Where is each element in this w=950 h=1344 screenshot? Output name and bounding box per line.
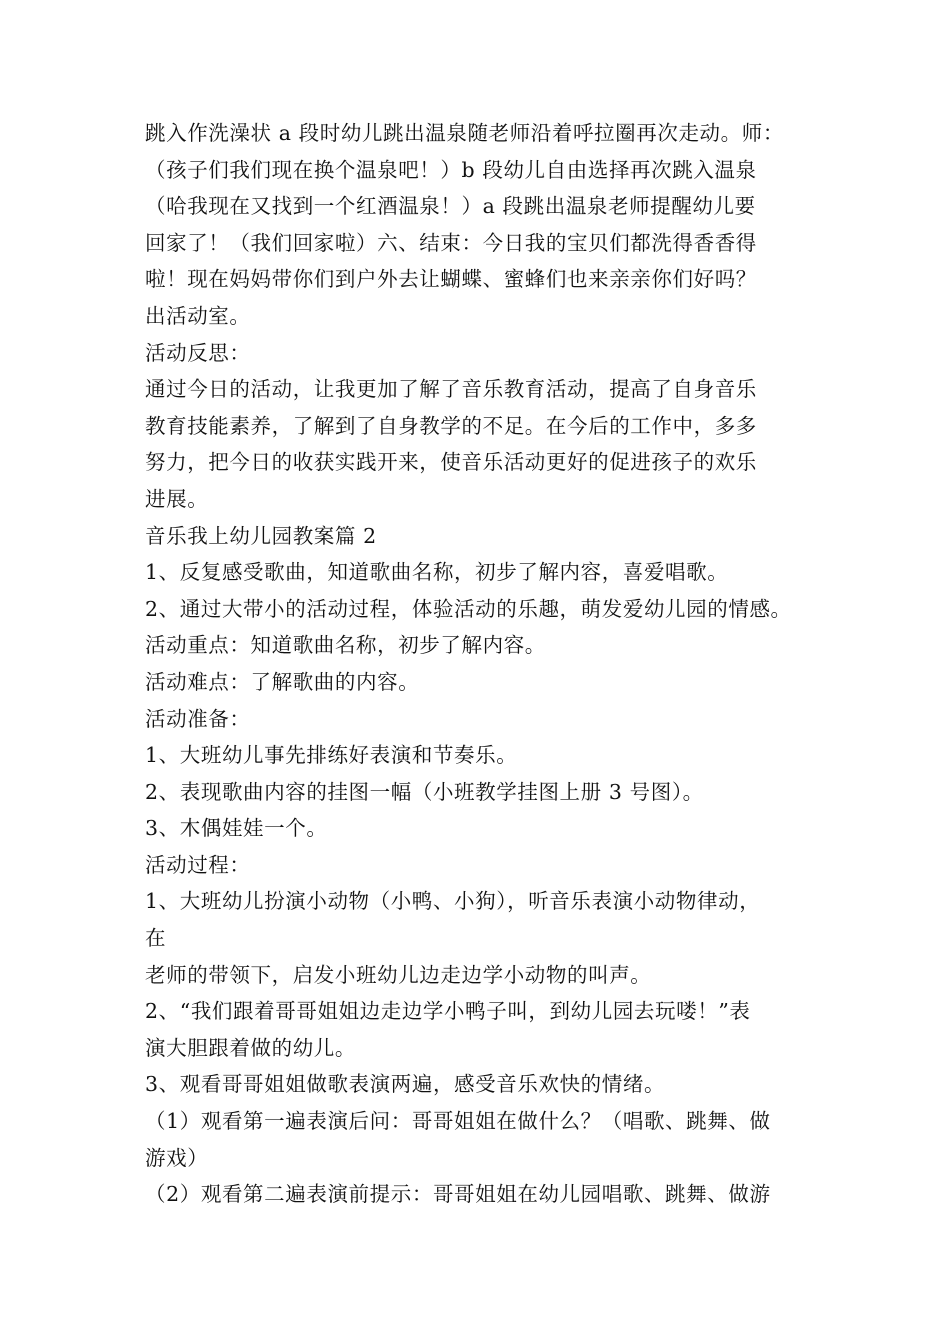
text-line: 啦！现在妈妈带你们到户外去让蝴蝶、蜜蜂们也来亲亲你们好吗？ bbox=[145, 267, 757, 292]
list-item: 2、表现歌曲内容的挂图一幅（小班教学挂图上册 3 号图）。 bbox=[145, 779, 704, 804]
list-item: 3、观看哥哥姐姐做歌表演两遍，感受音乐欢快的情绪。 bbox=[145, 1072, 666, 1097]
text-line: 活动难点：了解歌曲的内容。 bbox=[145, 669, 420, 694]
text-line: 出活动室。 bbox=[145, 303, 251, 328]
list-item: 1、反复感受歌曲，知道歌曲名称，初步了解内容，喜爱唱歌。 bbox=[145, 560, 729, 585]
list-item: （1）观看第一遍表演后问：哥哥姐姐在做什么？（唱歌、跳舞、做 bbox=[145, 1109, 771, 1134]
text-line: 在 bbox=[145, 926, 167, 951]
text-line: （孩子们我们现在换个温泉吧！）b 段幼儿自由选择再次跳入温泉 bbox=[145, 157, 757, 182]
text-line: 教育技能素养，了解到了自身教学的不足。在今后的工作中，多多 bbox=[145, 413, 757, 438]
text-line: 老师的带领下，启发小班幼儿边走边学小动物的叫声。 bbox=[145, 962, 652, 987]
text-line: 努力，把今日的收获实践开来，使音乐活动更好的促进孩子的欢乐 bbox=[145, 450, 757, 475]
document-body bbox=[145, 115, 845, 1213]
document-title: 音乐我上幼儿园教案篇 2 bbox=[145, 523, 377, 548]
list-item: （2）观看第二遍表演前提示：哥哥姐姐在幼儿园唱歌、跳舞、做游 bbox=[145, 1182, 771, 1207]
text-line: 演大胆跟着做的幼儿。 bbox=[145, 1035, 356, 1060]
text-line: 跳入作洗澡状 a 段时幼儿跳出温泉随老师沿着呼拉圈再次走动。师： bbox=[145, 121, 784, 145]
list-item: 3、木偶娃娃一个。 bbox=[145, 816, 328, 841]
list-item: 2、通过大带小的活动过程，体验活动的乐趣，萌发爱幼儿园的情感。 bbox=[145, 596, 792, 621]
text-line: 回家了！（我们回家啦）六、结束：今日我的宝贝们都洗得香香得 bbox=[145, 230, 757, 255]
text-line: 通过今日的活动，让我更加了解了音乐教育活动，提高了自身音乐 bbox=[145, 377, 757, 402]
list-item: 1、大班幼儿扮演小动物（小鸭、小狗），听音乐表演小动物律动， bbox=[145, 889, 761, 914]
list-item: 1、大班幼儿事先排练好表演和节奏乐。 bbox=[145, 743, 518, 768]
text-line: 活动重点：知道歌曲名称，初步了解内容。 bbox=[145, 633, 546, 658]
section-heading: 活动准备： bbox=[145, 706, 251, 731]
text-line: 游戏） bbox=[145, 1145, 209, 1170]
section-heading: 活动反思： bbox=[145, 340, 251, 365]
text-line: 进展。 bbox=[145, 486, 209, 511]
list-item: 2、“我们跟着哥哥姐姐边走边学小鸭子叫，到幼儿园去玩喽！”表 bbox=[145, 999, 751, 1024]
section-heading: 活动过程： bbox=[145, 852, 251, 877]
text-line: （哈我现在又找到一个红酒温泉！）a 段跳出温泉老师提醒幼儿要 bbox=[145, 194, 756, 219]
